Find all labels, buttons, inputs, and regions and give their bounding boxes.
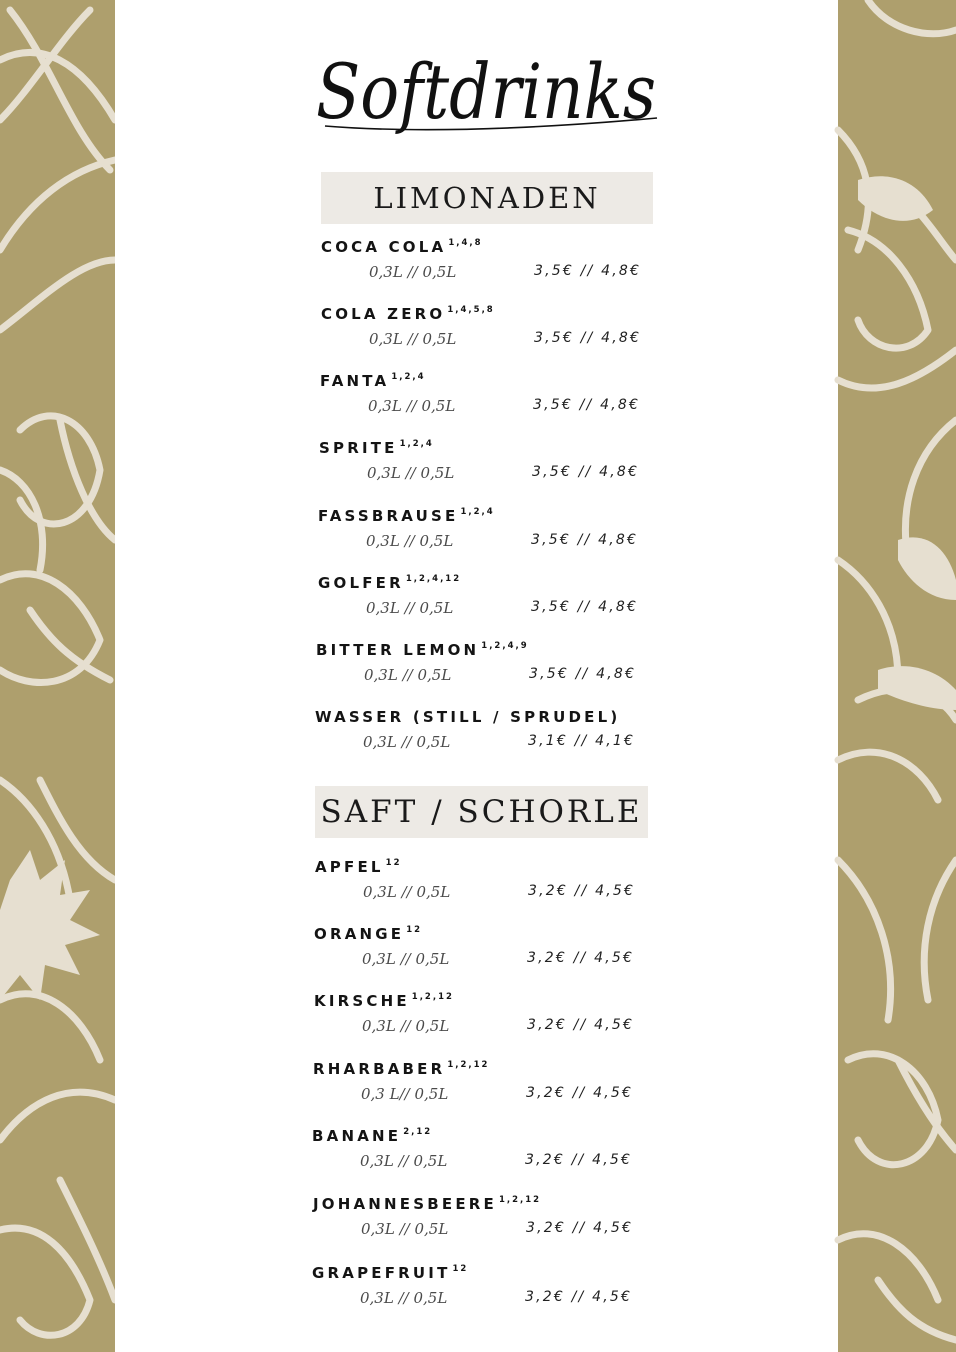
- menu-item: [312, 1264, 672, 1314]
- menu-item: [319, 439, 679, 489]
- right-floral-border: [838, 0, 956, 1352]
- allergen-codes: 12: [385, 858, 402, 868]
- item-name: GOLFER $^{1,2,4,12}$: [318, 574, 462, 592]
- allergen-codes: 1,2,4: [460, 507, 495, 517]
- item-price: 3,2€ // 4,5€: [527, 950, 635, 966]
- item-size: 0,3L // 0,5L: [364, 666, 452, 684]
- menu-item: [314, 992, 674, 1042]
- section-heading-limonaden: LIMONADEN: [321, 172, 653, 224]
- item-name: WASSER (STILL / SPRUDEL): [315, 708, 621, 726]
- allergen-codes: 12: [406, 925, 423, 935]
- item-size: 0,3L // 0,5L: [363, 733, 451, 751]
- menu-item: [316, 641, 676, 691]
- item-size: 0,3L // 0,5L: [366, 532, 454, 550]
- allergen-codes: 1,2,12: [498, 1195, 542, 1205]
- item-size: 0,3 L// 0,5L: [361, 1085, 449, 1103]
- item-name: APFEL $^{12}$: [315, 858, 402, 876]
- menu-item: [321, 305, 681, 355]
- item-size: 0,3L // 0,5L: [361, 1220, 449, 1238]
- title-text: Softdrinks: [316, 47, 656, 136]
- page-title: [305, 30, 667, 160]
- item-price: 3,5€ // 4,8€: [531, 599, 639, 615]
- item-name: FASSBRAUSE $^{1,2,4}$: [318, 507, 495, 525]
- allergen-codes: 1,2,12: [411, 992, 454, 1002]
- section-heading-saft-schorle: SAFT / SCHORLE: [315, 786, 648, 838]
- allergen-codes: 12: [452, 1264, 469, 1274]
- item-size: 0,3L // 0,5L: [363, 883, 451, 901]
- item-name: KIRSCHE $^{1,2,12}$: [314, 992, 454, 1010]
- menu-item: [313, 1195, 673, 1245]
- allergen-codes: 1,2,4: [399, 439, 434, 449]
- allergen-codes: 2,12: [403, 1127, 433, 1137]
- item-size: 0,3L // 0,5L: [368, 397, 456, 415]
- item-price: 3,5€ // 4,8€: [533, 397, 641, 413]
- menu-item: [318, 507, 678, 557]
- menu-item: [320, 372, 680, 422]
- menu-item: [318, 574, 678, 624]
- item-name: FANTA $^{1,2,4}$: [320, 372, 426, 390]
- item-price: 3,5€ // 4,8€: [534, 330, 642, 346]
- allergen-codes: 1,2,4,9: [481, 641, 529, 651]
- item-price: 3,2€ // 4,5€: [525, 1289, 633, 1305]
- item-name: BANANE $^{2,12}$: [312, 1127, 433, 1145]
- item-name: RHARBABER $^{1,2,12}$: [313, 1060, 490, 1078]
- menu-item: [315, 708, 675, 758]
- item-price: 3,2€ // 4,5€: [528, 883, 636, 899]
- item-name: BITTER LEMON $^{1,2,4,9}$: [316, 641, 529, 659]
- item-name: SPRITE $^{1,2,4}$: [319, 439, 434, 457]
- item-name: COLA ZERO $^{1,4,5,8}$: [321, 305, 495, 323]
- item-price: 3,5€ // 4,8€: [534, 263, 642, 279]
- menu-item: [314, 925, 674, 975]
- item-name: COCA COLA $^{1,4,8}$: [321, 238, 483, 256]
- item-price: 3,5€ // 4,8€: [531, 532, 639, 548]
- item-size: 0,3L // 0,5L: [362, 950, 450, 968]
- item-name: ORANGE $^{12}$: [314, 925, 423, 943]
- item-price: 3,2€ // 4,5€: [526, 1220, 634, 1236]
- item-price: 3,5€ // 4,8€: [529, 666, 637, 682]
- item-size: 0,3L // 0,5L: [369, 263, 457, 281]
- item-size: 0,3L // 0,5L: [362, 1017, 450, 1035]
- item-price: 3,5€ // 4,8€: [532, 464, 640, 480]
- item-price: 3,1€ // 4,1€: [528, 733, 636, 749]
- item-name: GRAPEFRUIT $^{12}$: [312, 1264, 469, 1282]
- floral-pattern-right-icon: [838, 0, 956, 1352]
- allergen-codes: 1,2,12: [447, 1060, 490, 1070]
- allergen-codes: 1,4,5,8: [447, 305, 495, 315]
- menu-item: [321, 238, 681, 288]
- item-size: 0,3L // 0,5L: [367, 464, 455, 482]
- allergen-codes: 1,2,4: [391, 372, 426, 382]
- menu-item: [315, 858, 675, 908]
- allergen-codes: 1,2,4,12: [405, 574, 462, 584]
- item-price: 3,2€ // 4,5€: [527, 1017, 635, 1033]
- item-size: 0,3L // 0,5L: [360, 1289, 448, 1307]
- item-size: 0,3L // 0,5L: [369, 330, 457, 348]
- item-size: 0,3L // 0,5L: [360, 1152, 448, 1170]
- item-price: 3,2€ // 4,5€: [525, 1152, 633, 1168]
- allergen-codes: 1,4,8: [448, 238, 483, 248]
- menu-item: [313, 1060, 673, 1110]
- left-floral-border: [0, 0, 115, 1352]
- floral-pattern-left-icon: [0, 0, 115, 1352]
- item-name: JOHANNESBEERE $^{1,2,12}$: [313, 1195, 542, 1213]
- item-price: 3,2€ // 4,5€: [526, 1085, 634, 1101]
- menu-item: [312, 1127, 672, 1177]
- item-size: 0,3L // 0,5L: [366, 599, 454, 617]
